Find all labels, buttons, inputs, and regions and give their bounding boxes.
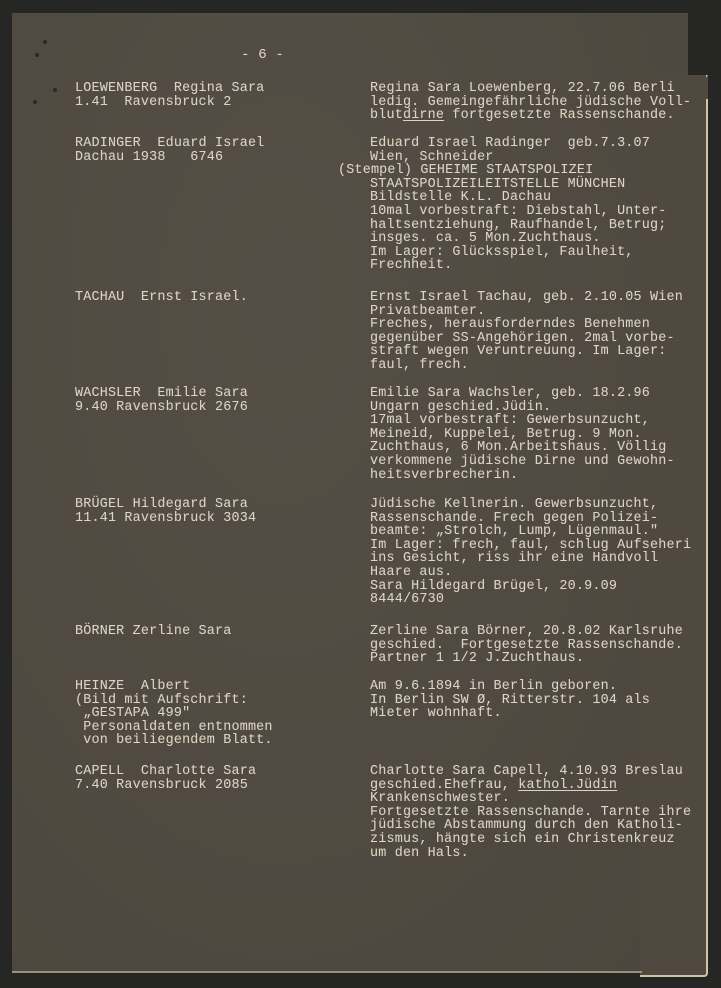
underlined-word: kathol.Jüdin bbox=[518, 777, 618, 793]
entry-loewenberg-body: Regina Sara Loewenberg, 22.7.06 Berli ledig. Gemeingefährliche jüdische Voll- blutdirne fortgesetzte Rassenschande. bbox=[370, 81, 692, 124]
underlined-word: dirne bbox=[402, 108, 445, 124]
entry-radinger-body: Eduard Israel Radinger geb.7.3.07 Wien, Schneider (Stempel) GEHEIME STAATSPOLIZEI STAATSPOLIZEILEITSTELLE MÜNCHEN Bildstelle K.L. Dachau 10mal vorbestraft: Diebstahl, Unter- haltsentziehung, Raufhandel, Betrug; insges. ca. 5 Mon.Zuchthaus. Im Lager: Glücksspiel, Faulheit, Frechheit. bbox=[338, 136, 667, 274]
entry-heinze-body: Am 9.6.1894 in Berlin geboren. In Berlin SW Ø, Ritterstr. 104 als Mieter wohnhaft. bbox=[370, 679, 651, 722]
entry-radinger-header: RADINGER Eduard Israel Dachau 1938 6746 bbox=[75, 136, 265, 165]
entry-boerner-body: Zerline Sara Börner, 20.8.02 Karlsruhe geschied. Fortgesetzte Rassenschande. Partner 1 1/2 J.Zuchthaus. bbox=[370, 624, 683, 667]
page-number: - 6 - bbox=[241, 47, 285, 63]
entry-loewenberg-header: LOEWENBERG Regina Sara 1.41 Ravensbruck 2 bbox=[75, 81, 265, 110]
entry-tachau-body: Ernst Israel Tachau, geb. 2.10.05 Wien Privatbeamter. Freches, herausforderndes Benehmen gegenüber SS-Angehörigen. 2mal vorbe- straft wegen Veruntreuung. Im Lager: faul, frech. bbox=[370, 290, 683, 373]
entry-boerner-header: BÖRNER Zerline Sara bbox=[75, 624, 232, 639]
entry-wachsler-body: Emilie Sara Wachsler, geb. 18.2.96 Ungarn geschied.Jüdin. 17mal vorbestraft: Gewerbsunzucht, Meineid, Kuppelei, Betrug. 9 Mon. Zuchthaus, 6 Mon.Arbeitshaus. Völlig verkommene jüdische Dirne und Gewohn- heitsverbrecherin. bbox=[370, 386, 675, 483]
entry-heinze-header: HEINZE Albert (Bild mit Aufschrift: „GESTAPA 499" Personaldaten entnommen von beiliegendem Blatt. bbox=[75, 679, 273, 749]
page-fold bbox=[690, 75, 708, 99]
entry-tachau-header: TACHAU Ernst Israel. bbox=[75, 290, 248, 305]
entry-capell-header: CAPELL Charlotte Sara 7.40 Ravensbruck 2085 bbox=[75, 764, 257, 793]
page-edge bbox=[12, 971, 642, 973]
entry-bruegel-header: BRÜGEL Hildegard Sara 11.41 Ravensbruck 3034 bbox=[75, 497, 257, 526]
entry-bruegel-body: Jüdische Kellnerin. Gewerbsunzucht, Rassenschande. Frech gegen Polizei- beamte: „Strolch, Lump, Lügenmaul." Im Lager: frech, faul, schlug Aufseheri ins Gesicht, riss ihr eine Handvoll Haare aus. Sara Hildegard Brügel, 20.9.09 8444/6730 bbox=[370, 497, 692, 608]
entry-capell-body: Charlotte Sara Capell, 4.10.93 Breslau geschied.Ehefrau, kathol.Jüdin Krankenschwester. Fortgesetzte Rassenschande. Tarnte ihre jüdische Abstammung durch den Katholi- zismus, hängte sich ein Christenkreuz um den Hals. bbox=[370, 764, 692, 861]
entry-wachsler-header: WACHSLER Emilie Sara 9.40 Ravensbruck 2676 bbox=[75, 386, 248, 415]
